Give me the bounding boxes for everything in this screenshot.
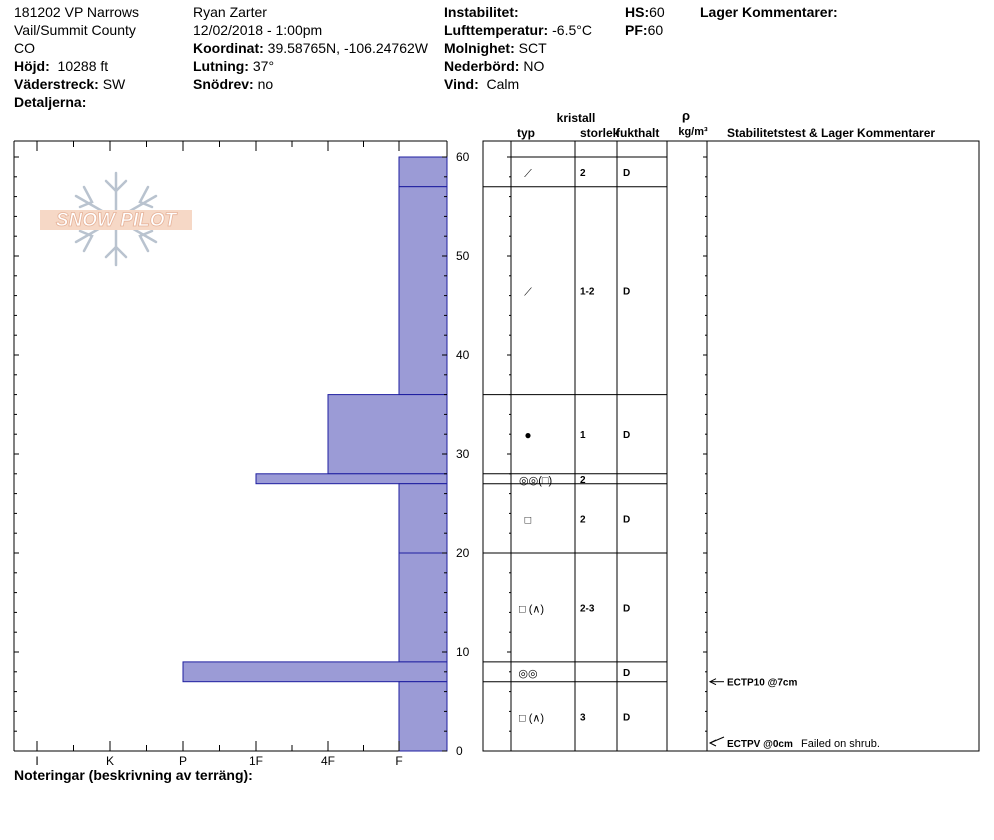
hardness-tick-label: 4F [320,754,336,768]
datetime: 12/02/2018 - 1:00pm [193,22,323,38]
grain-type: ◎◎(□) [519,474,553,487]
aspect-value: SW [102,76,126,92]
hardness-plot [14,141,470,768]
crystal-header: kristall [556,111,596,125]
grain-size: 2 [580,474,586,486]
grain-size: 1 [580,430,586,442]
grain-type: □ [524,514,532,527]
aspect-label: Väderstreck: [14,76,99,92]
precip-label: Nederbörd: [444,58,520,74]
hardness-bar [399,553,447,662]
slope-label: Lutning: [193,58,249,74]
hardness-bar [328,395,447,474]
hardness-tick-label: K [105,754,115,768]
slope-value: 37° [252,58,275,74]
location: Vail/Summit County [14,22,136,38]
state: CO [14,40,35,56]
test-comment: Failed on shrub. [801,738,880,750]
type-header: typ [517,126,535,140]
depth-tick-label: 40 [456,348,470,362]
observer: Ryan Zarter [193,4,267,20]
grain-size: 1-2 [580,286,595,298]
coordinates-label: Koordinat: [193,40,264,56]
details-label: Detaljerna: [14,94,87,110]
test-label: ECTPV @0cm [727,739,793,750]
wind-loading-value: no [257,76,274,92]
hardness-tick-label: P [178,754,188,768]
grain-type: ⟋ [524,167,532,180]
notes-label: Noteringar (beskrivning av terräng): [14,767,253,783]
moisture: D [623,430,631,442]
comments-header: Stabilitetstest & Lager Kommentarer [727,126,936,140]
hardness-bars [183,157,447,751]
depth-tick-label: 0 [456,744,463,758]
layer-comments-label: Lager Kommentarer: [700,4,838,20]
hardness-bar [183,662,447,682]
snowpilot-logo [40,173,192,265]
moisture: D [623,286,631,298]
elevation-label: Höjd: [14,58,50,74]
moisture: D [623,667,631,679]
hs-value: 60 [649,4,665,20]
density-symbol: ρ [681,108,691,123]
sky-label: Molnighet: [444,40,515,56]
stability-tests [710,678,880,750]
hardness-bar [399,187,447,395]
moisture: D [623,712,631,724]
logo-text: SNOW PILOT [55,210,177,231]
depth-tick-label: 60 [456,150,470,164]
hardness-bar [256,474,447,484]
air-temp-value: -6.5°C [552,22,592,38]
hardness-bar [399,682,447,751]
depth-tick-label: 50 [456,249,470,263]
stability-label: Instabilitet: [444,4,519,20]
grain-size: 2 [580,514,586,526]
grain-type: □ (∧) [519,603,545,616]
grain-size: 2 [580,167,586,179]
crystal-table [483,108,979,751]
depth-tick-label: 10 [456,645,470,659]
grain-size: 3 [580,712,586,724]
moisture: D [623,167,631,179]
wind-loading-label: Snödrev: [193,76,254,92]
density-unit: kg/m³ [678,126,708,138]
arrow-head [710,740,716,746]
precip-value: NO [523,58,545,74]
grain-type: □ (∧) [519,712,545,725]
wind-label: Vind: [444,76,479,92]
depth-tick-label: 20 [456,546,470,560]
moisture: D [623,514,631,526]
hardness-bar [399,484,447,553]
pf-label: PF: [625,22,648,38]
site-name: 181202 VP Narrows [14,4,140,20]
hardness-tick-label: I [35,754,39,768]
grain-type: ⟋ [524,286,532,299]
table-frame [483,141,979,751]
test-label: ECTP10 @7cm [727,677,798,689]
size-header: storlek [580,126,620,140]
elevation-value: 10288 ft [57,58,109,74]
grain-type: ◎◎ [518,667,538,680]
hardness-bar [399,157,447,187]
grain-type: ● [524,428,532,443]
hs-label: HS: [625,4,650,20]
depth-tick-label: 30 [456,447,470,461]
pf-value: 60 [647,22,664,38]
air-temp-label: Lufttemperatur: [444,22,549,38]
coordinates-value: 39.58765N, -106.24762W [267,40,428,56]
moisture-header: fukthalt [616,126,660,140]
hardness-tick-label: F [395,754,403,768]
moisture: D [623,603,631,615]
hardness-tick-label: 1F [248,754,264,768]
sky-value: SCT [518,40,547,56]
grain-size: 2-3 [580,603,595,615]
wind-value: Calm [486,76,520,92]
